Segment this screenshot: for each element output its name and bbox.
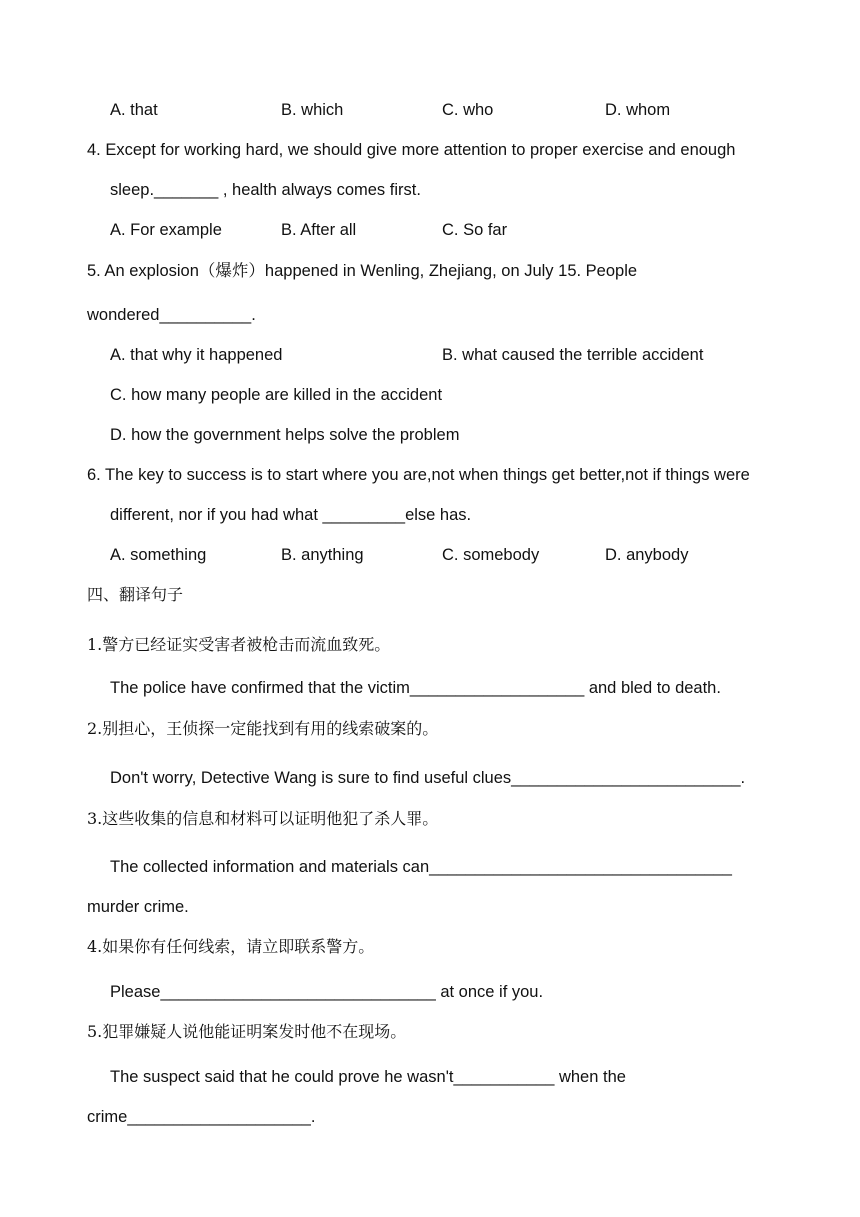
q6-option-c: C. somebody [442,546,540,564]
q5-option-a: A. that why it happened [110,346,283,364]
q6-option-b: B. anything [281,546,364,564]
translation-4-english: Please______________________________ at once if you. [110,983,544,1001]
translation-1-english: The police have confirmed that the victim___________________ and bled to death. [110,679,721,697]
q5-option-c: C. how many people are killed in the accident [110,386,443,404]
translation-1-chinese: 1.警方已经证实受害者被枪击而流血致死。 [87,635,391,654]
translation-5-english-line2: crime____________________. [87,1108,316,1126]
q6-option-d: D. anybody [605,546,689,564]
q3-option-b: B. which [281,101,344,119]
translation-3-chinese: 3.这些收集的信息和材料可以证明他犯了杀人罪。 [87,809,439,828]
q4-stem-line2: sleep._______ , health always comes first. [110,181,421,199]
translation-3-english-line2: murder crime. [87,898,189,916]
q6-stem-line2: different, nor if you had what _________else has. [110,506,472,524]
translation-2-chinese: 2.别担心，王侦探一定能找到有用的线索破案的。 [87,719,439,738]
translation-5-english-line1: The suspect said that he could prove he wasn't___________ when the [110,1068,626,1086]
q3-option-a: A. that [110,101,158,119]
q5-option-b: B. what caused the terrible accident [442,346,704,364]
q5-option-d: D. how the government helps solve the problem [110,426,460,444]
q5-stem-line2: wondered__________. [87,306,256,324]
translation-2-english: Don't worry, Detective Wang is sure to find useful clues_________________________. [110,769,746,787]
section-heading: 四、翻译句子 [87,585,184,604]
q6-stem-line1: 6. The key to success is to start where you are,not when things get better,not if things were [87,466,750,484]
q6-option-a: A. something [110,546,207,564]
q5-stem-line1: 5. An explosion（爆炸）happened in Wenling, Zhejiang, on July 15. People [87,262,638,280]
translation-5-chinese: 5.犯罪嫌疑人说他能证明案发时他不在现场。 [87,1022,407,1041]
q4-option-c: C. So far [442,221,508,239]
translation-3-english-line1: The collected information and materials can_________________________________ [110,858,732,876]
translation-4-chinese: 4.如果你有任何线索，请立即联系警方。 [87,937,375,956]
q3-option-d: D. whom [605,101,671,119]
q3-option-c: C. who [442,101,494,119]
q4-option-a: A. For example [110,221,222,239]
q4-option-b: B. After all [281,221,357,239]
q4-stem-line1: 4. Except for working hard, we should give more attention to proper exercise and enough [87,141,736,159]
